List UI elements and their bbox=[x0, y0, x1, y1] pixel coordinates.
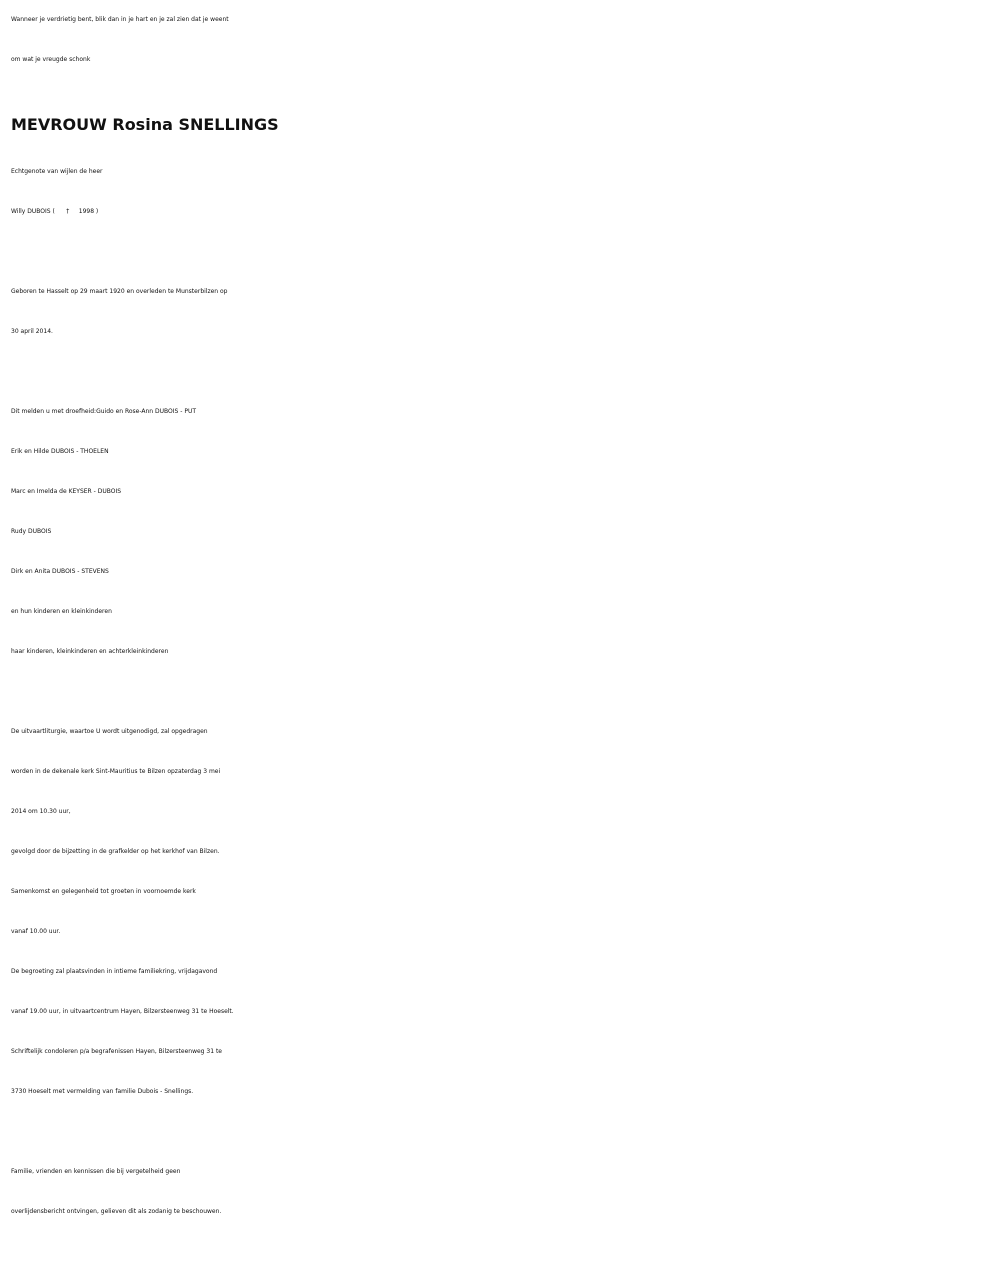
family-line: Erik en Hilde DUBOIS - THOELEN bbox=[11, 448, 109, 455]
funeral-line: vanaf 10.00 uur. bbox=[11, 928, 61, 935]
funeral-line: 2014 om 10.30 uur, bbox=[11, 808, 71, 815]
cross-icon: † bbox=[66, 208, 70, 215]
spacer bbox=[11, 232, 996, 272]
spouse-death-year: 1998 ) bbox=[78, 208, 99, 215]
obituary-notice bbox=[11, 0, 996, 1232]
spouse-line bbox=[11, 192, 996, 232]
funeral-section bbox=[11, 712, 996, 1112]
spacer bbox=[11, 672, 996, 712]
family-line: Dirk en Anita DUBOIS - STEVENS bbox=[11, 568, 109, 575]
family-line: haar kinderen, kleinkinderen en achterkleinkinderen bbox=[11, 648, 169, 655]
funeral-line: worden in de dekenale kerk Sint-Mauritius te Bilzen opzaterdag 3 mei bbox=[11, 768, 221, 775]
spouse-intro: Echtgenote van wijlen de heer bbox=[11, 168, 103, 175]
birth-death-line: 30 april 2014. bbox=[11, 328, 53, 335]
birth-death-line: Geboren te Hasselt op 29 maart 1920 en overleden te Munsterbilzen op bbox=[11, 288, 228, 295]
family-line: Rudy DUBOIS bbox=[11, 528, 52, 535]
spacer bbox=[11, 1112, 996, 1152]
family-line: en hun kinderen en kleinkinderen bbox=[11, 608, 112, 615]
closing-section bbox=[11, 1152, 996, 1232]
spacer bbox=[11, 352, 996, 392]
funeral-line: vanaf 19.00 uur, in uitvaartcentrum Hayen, Bilzersteenweg 31 te Hoeselt. bbox=[11, 1008, 234, 1015]
motto-line: om wat je vreugde schonk bbox=[11, 56, 91, 63]
spouse-name: Willy DUBOIS ( bbox=[11, 208, 57, 215]
family-line: Marc en Imelda de KEYSER - DUBOIS bbox=[11, 488, 122, 495]
family-line: Dit melden u met droefheid:Guido en Rose-Ann DUBOIS - PUT bbox=[11, 408, 196, 415]
motto-line: Wanneer je verdrietig bent, blik dan in je hart en je zal zien dat je weent bbox=[11, 16, 229, 23]
closing-line: Familie, vrienden en kennissen die bij vergetelheid geen bbox=[11, 1168, 181, 1175]
funeral-line: gevolgd door de bijzetting in de grafkelder op het kerkhof van Bilzen. bbox=[11, 848, 220, 855]
closing-line: overlijdensbericht ontvingen, gelieven dit als zodanig te beschouwen. bbox=[11, 1208, 222, 1215]
funeral-line: 3730 Hoeselt met vermelding van familie Dubois - Snellings. bbox=[11, 1088, 194, 1095]
funeral-line: De uitvaartliturgie, waartoe U wordt uitgenodigd, zal opgedragen bbox=[11, 728, 208, 735]
deceased-name: MEVROUW Rosina SNELLINGS bbox=[11, 115, 279, 134]
family-section bbox=[11, 392, 996, 672]
motto bbox=[11, 0, 996, 80]
funeral-line: Samenkomst en gelegenheid tot groeten in voornoemde kerk bbox=[11, 888, 196, 895]
funeral-line: De begroeting zal plaatsvinden in intieme familiekring, vrijdagavond bbox=[11, 968, 218, 975]
funeral-line: Schriftelijk condoleren p/a begrafenissen Hayen, Bilzersteenweg 31 te bbox=[11, 1048, 222, 1055]
birth-death-section bbox=[11, 272, 996, 352]
